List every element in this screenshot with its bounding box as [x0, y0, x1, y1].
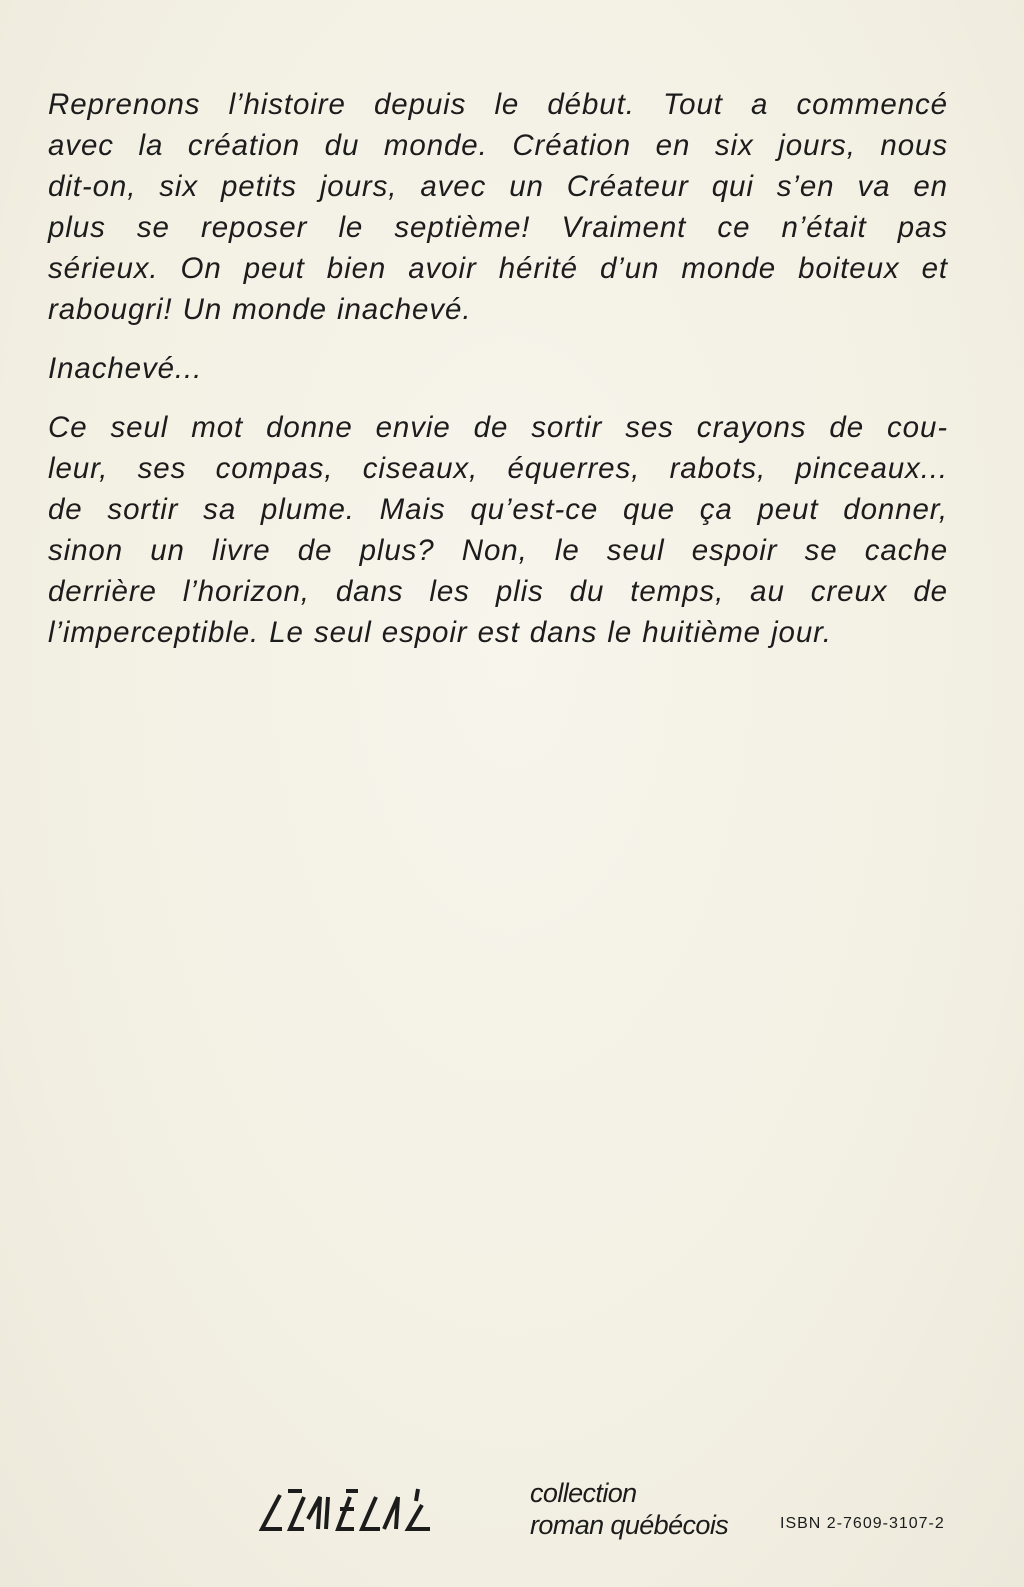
blurb-paragraph-2: [48, 348, 948, 389]
blurb-line: l’imperceptible. Le seul espoir est dans le huitième jour.: [48, 616, 832, 649]
blurb-line: de sortir sa plume. Mais qu’est-ce que ça peut donner,: [48, 493, 948, 526]
blurb-line: avec la création du monde. Création en six jours, nous: [48, 129, 948, 162]
back-cover-blurb: [48, 84, 948, 671]
blurb-paragraph-3: [48, 407, 948, 653]
publisher-logo: [258, 1475, 468, 1535]
isbn: ISBN 2-7609-3107-2: [780, 1515, 945, 1532]
blurb-line: Inachevé...: [48, 352, 203, 385]
blurb-line: dit-on, six petits jours, avec un Créateur qui s’en va en: [48, 170, 948, 203]
blurb-line: leur, ses compas, ciseaux, équerres, rabots, pinceaux...: [48, 452, 948, 485]
blurb-line: Reprenons l’histoire depuis le début. Tout a commencé: [48, 88, 948, 121]
blurb-line: Ce seul mot donne envie de sortir ses crayons de cou-: [48, 411, 948, 444]
blurb-paragraph-1: [48, 84, 948, 330]
blurb-line: sérieux. On peut bien avoir hérité d’un monde boiteux et: [48, 252, 948, 285]
collection-name: [530, 1477, 728, 1541]
blurb-line: plus se reposer le septième! Vraiment ce n’était pas: [48, 211, 948, 244]
blurb-line: rabougri! Un monde inachevé.: [48, 293, 472, 326]
blurb-line: sinon un livre de plus? Non, le seul espoir se cache: [48, 534, 948, 567]
back-cover-footer: [0, 1475, 1024, 1555]
collection-line: roman québécois: [530, 1510, 729, 1540]
blurb-line: derrière l’horizon, dans les plis du temps, au creux de: [48, 575, 948, 608]
collection-line: collection: [530, 1478, 637, 1508]
